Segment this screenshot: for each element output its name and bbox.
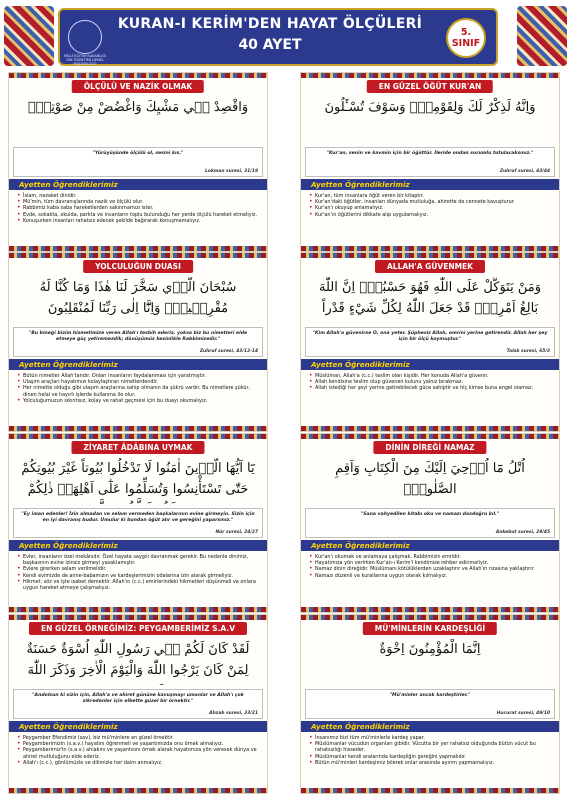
meaning-box: [13, 689, 263, 719]
card-title: ÖLÇÜLÜ VE NAZİK OLMAK: [72, 80, 204, 93]
list-item: • Peygamberimizin (s.a.v.) hayatını öğrenmeli ve yaşantımızda onu örnek almalıyız.: [23, 741, 259, 747]
page-subtitle: 40 AYET: [238, 37, 302, 53]
verse-meaning: "Yürüyüşünde ölçülü ol, sesini kıs.": [92, 151, 184, 156]
list-item: • Rabbimiz kaba saba hareketlerden sakınmamızı ister.: [23, 205, 259, 211]
verse-card: [8, 614, 268, 794]
learn-bar: [9, 359, 267, 370]
verse-source: Ankebut suresi, 29/45: [495, 530, 550, 535]
list-item: • Müslüman, Allah'a (c.c.) teslim olan kişidir. Her konuda Allah'a güvenir.: [315, 373, 551, 379]
verse-source: Zuhruf suresi, 43/44: [499, 169, 550, 174]
learn-bar: [9, 179, 267, 190]
ministry-logo-icon: [68, 20, 102, 54]
list-item: • Allah kendisine teslim olup güvenen kulunu yalnız bırakmaz.: [315, 379, 551, 385]
verse-card: [8, 72, 268, 252]
verse-meaning: "Ey iman edenler! İzin almadan ve selam vermeden başkalarının evine girmeyin. Sizin için en iyi davranış budur. Umulur ki bundan öğüt alır ve gereğini yaparsınız.": [21, 512, 255, 523]
verse-card: [8, 252, 268, 432]
list-item: • Yolculuğumuzun sıkıntısız, kolay ve rahat geçmesi için bu duayı okumalıyız.: [23, 398, 259, 404]
list-item: • Namaz dinin direğidir. Müslümanı kötülüklerden uzaklaştırır ve Allah'ın rızasına yaklaştırır.: [315, 566, 551, 572]
list-item: • Mü'min, tüm davranışlarında nazik ve ölçülü olur.: [23, 199, 259, 205]
learn-list: [309, 735, 551, 766]
learn-title: Ayetten Öğrendiklerimiz: [311, 541, 410, 550]
learn-list: [17, 193, 259, 224]
learn-bar: [301, 721, 559, 732]
learn-list: [309, 554, 551, 579]
meaning-box: [13, 147, 263, 177]
verse-meaning: "Bu bineği bizim hizmetimize veren Allah'ı tesbih ederiz, yoksa biz bu nimetleri elde etmeye güç yetiremezdik; dönüşümüz kesinlikle Rabbimizedir.": [28, 331, 248, 342]
verse-meaning: "Sana vahyedilen kitabı oku ve namazı dosdoğru kıl.": [360, 512, 500, 517]
card-title: EN GÜZEL ÖRNEĞİMİZ: PEYGAMBERİMİZ S.A.V: [29, 622, 247, 635]
logo-caption: MİLLÎ EĞİTİM BAKANLIĞI DİN ÖĞRETİMİ GENEL MÜDÜRLÜĞÜ: [63, 54, 107, 66]
arabic-verse: وَمَنْ يَتَوَكَّلْ عَلَى اللّٰهِ فَهُوَ حَسْبُهُۜ اِنَّ اللّٰهَ بَالِغُ اَمْرِه۪ۜ قَدْ جَعَلَ اللّٰهُ لِكُلِّ شَيْءٍ قَدْراً: [319, 280, 541, 316]
learn-list: [309, 373, 551, 392]
header-ornament-right: [517, 6, 567, 66]
verse-card: [8, 433, 268, 613]
learn-title: Ayetten Öğrendiklerimiz: [311, 360, 410, 369]
list-item: • Bütün nimetler Allah'tandır. Onları insanların faydalanması için yaratmıştır.: [23, 373, 259, 379]
arabic-verse: يَٓا اَيُّهَا الَّذ۪ينَ اٰمَنُوا لَا تَدْخُلُوا بُيُوتاً غَيْرَ بُيُوتِكُمْ حَتّٰى تَسْتَأْنِسُوا وَتُسَلِّمُوا عَلٰٓى اَهْلِهَاۜ ذٰلِكُمْ: [21, 461, 255, 497]
list-item: • Allah'ı (c.c.), gönlümüzle ve dilimizle her daim anmalıyız.: [23, 760, 259, 766]
learn-bar: [9, 540, 267, 551]
verse-source: Hucurat suresi, 49/10: [496, 711, 550, 716]
verse-card: [300, 72, 560, 252]
list-item: • Namazı düzenli ve kurallarına uygun olarak kılmalıyız.: [315, 573, 551, 579]
list-item: • Hikmet: söz ve işte isabet demektir. Allah'ın (c.c.) emirlerindeki hikmetleri düşünmeli ve onlara uygun hareket etmeye çalışmalıyız.: [23, 579, 259, 591]
verse-meaning: "Kur'an, senin ve kavmin için bir öğüttür. İleride ondan sorumlu tutulacaksınız.": [326, 151, 534, 156]
learn-bar: [9, 721, 267, 732]
arabic-verse: اِنَّمَا الْمُؤْمِنُونَ اِخْوَةٌ: [379, 642, 481, 657]
list-item: • İslam, nezaket dinidir.: [23, 193, 259, 199]
list-item: • Kendi evimizde de anne-babamızın ve kardeşlerimizin odalarına izin alarak girmeliyiz.: [23, 573, 259, 579]
verse-source: Talak suresi, 65/3: [506, 349, 550, 354]
verse-meaning: "Kim Allah'a güvenirse O, ona yeter. Şüphesiz Allah, emrini yerine getirendir. Allah her şey için bir ölçü koymuştur.": [312, 331, 548, 342]
list-item: • Konuşurken insanları rahatsız edecek şekilde bağırarak konuşmamalıyız.: [23, 218, 259, 224]
learn-list: [17, 373, 259, 404]
card-title: MÜ'MİNLERİN KARDEŞLİĞİ: [363, 622, 497, 635]
learn-list: [309, 193, 551, 218]
list-item: • Evler, insanların özel mekânıdır. Özel hayata saygılı davranmak gerekir. Bu nedenle dinimiz, başkasının evine izinsiz girmeyi yasaklamıştır.: [23, 554, 259, 566]
page-title: KURAN-I KERİM'DEN HAYAT ÖLÇÜLERİ: [117, 16, 423, 32]
list-item: • Kur'an'ı okuyup anlamalıyız.: [315, 205, 551, 211]
page-header: [58, 8, 498, 66]
meaning-box: [305, 327, 555, 357]
list-item: • Peygamber Efendimiz (sav), biz mü'minlere en güzel örnektir.: [23, 735, 259, 741]
meaning-box: [305, 147, 555, 177]
card-title: ZİYARET ÂDÂBINA UYMAK: [71, 441, 204, 454]
meaning-box: [305, 508, 555, 538]
meaning-box: [13, 508, 263, 538]
list-item: • Müslümanlar kendi aralarında kardeşliğin gereğini yapmalıdır.: [315, 754, 551, 760]
list-item: • Evlere girerken selam verilmelidir.: [23, 566, 259, 572]
list-item: • Her nimette olduğu gibi ulaşım araçlarına sahip olmanın da şükrü vardır. Bu nimetlere şükür, dinen helal ve hayırlı işlerde kullanma ile olur.: [23, 385, 259, 397]
card-title: YOLCULUĞUN DUASI: [83, 260, 193, 273]
list-item: • Kur'an'ı okumak ve anlamaya çalışmak, Rabbimizin emridir.: [315, 554, 551, 560]
verse-card: [300, 252, 560, 432]
learn-bar: [301, 359, 559, 370]
learn-title: Ayetten Öğrendiklerimiz: [19, 541, 118, 550]
verse-card: [300, 614, 560, 794]
card-title: EN GÜZEL ÖĞÜT KUR'AN: [367, 80, 493, 93]
arabic-verse: لَقَدْ كَانَ لَكُمْ ف۪ي رَسُولِ اللّٰهِ اُسْوَةٌ حَسَنَةٌ لِمَنْ كَانَ يَرْجُوا اللّٰهَ وَالْيَوْمَ الْاٰخِرَ وَذَكَرَ اللّٰهَ: [26, 642, 250, 678]
arabic-verse: وَاقْصِدْ ف۪ي مَشْيِكَ وَاغْضُضْ مِنْ صَوْتِكَۜ: [27, 100, 249, 115]
list-item: • İnsanımız bizi tüm mü'minlerle kardeş yapar.: [315, 735, 551, 741]
meaning-box: [305, 689, 555, 719]
learn-title: Ayetten Öğrendiklerimiz: [311, 722, 410, 731]
list-item: • Bütün mü'minleri kardeşimiz bilerek onlar arasında ayırım yapmamalıyız.: [315, 760, 551, 766]
learn-title: Ayetten Öğrendiklerimiz: [19, 180, 118, 189]
learn-list: [17, 554, 259, 591]
arabic-verse: اُتْلُ مَٓا اُو۫حِيَ اِلَيْكَ مِنَ الْكِتَابِ وَاَقِمِ الصَّلٰوةَۜ: [335, 461, 525, 497]
meaning-box: [13, 327, 263, 357]
header-ornament-left: [4, 6, 54, 66]
list-item: • Allah istediği her şeyi yerine getirebilecek güce sahiptir ve hiç kimse buna engel olamaz.: [315, 385, 551, 391]
list-item: • Kur'an'daki öğütler, insanları dünyada mutluluğa, ahirette de cennete kavuşturur.: [315, 199, 551, 205]
arabic-verse: سُبْحَانَ الَّذ۪ي سَخَّرَ لَنَا هٰذَا وَمَا كُنَّا لَهُ مُقْرِن۪ينَۙ وَاِنَّٓا اِلٰى رَبِّنَا لَمُنْقَلِبُونَ: [39, 280, 237, 316]
list-item: • Peygamberimiz'in (s.a.v.) ahlakını ve yaşantısını örnek alarak hayatımıza yön veresek dünya ve ahiret mutluluğunu elde ederiz.: [23, 747, 259, 759]
card-title: DİNİN DİREĞİ NAMAZ: [373, 441, 486, 454]
card-title: ALLAH'A GÜVENMEK: [375, 260, 485, 273]
verse-card: [300, 433, 560, 613]
list-item: • Evde, sokakta, okulda, parkta ve insanların toplu bulunduğu her yerde ölçülü hareket etmeliyiz.: [23, 212, 259, 218]
arabic-verse: وَاِنَّهُ لَذِكْرٌ لَكَ وَلِقَوْمِكَۚ وَسَوْفَ تُسْـَٔلُونَ: [324, 100, 536, 115]
list-item: • Kur'an, tüm insanlara öğüt veren bir kitaptır.: [315, 193, 551, 199]
verse-source: Ahzab suresi, 33/21: [209, 711, 258, 716]
list-item: • Müslümanlar vücudun organları gibidir. Vücutta bir yer rahatsız olduğunda bütün vücut bu rahatsızlığı hisseder.: [315, 741, 551, 753]
verse-meaning: "Andolsun ki sizin için, Allah'a ve ahiret gününe kavuşmayı umanlar ve Allah'ı çok zikredenler için elbette güzel bir örnektir.": [32, 693, 244, 704]
learn-title: Ayetten Öğrendiklerimiz: [19, 722, 118, 731]
list-item: • Kur'an'ın öğütlerini dikkate alıp uygulamalıyız.: [315, 212, 551, 218]
verse-meaning: "Mü'minler ancak kardeştirler.": [389, 693, 471, 698]
grade-badge: 5. SINIF: [446, 18, 486, 58]
list-item: • Hayatımıza yön verirken Kur'an-ı Kerim'i kendimize rehber edinmeliyiz.: [315, 560, 551, 566]
learn-title: Ayetten Öğrendiklerimiz: [19, 360, 118, 369]
learn-bar: [301, 179, 559, 190]
verse-source: Lokman suresi, 31/19: [205, 169, 258, 174]
learn-title: Ayetten Öğrendiklerimiz: [311, 180, 410, 189]
list-item: • Ulaşım araçları hayatımızı kolaylaştıran nimetlerdendir.: [23, 379, 259, 385]
verse-source: Zuhruf suresi, 43/13-14: [199, 349, 258, 354]
learn-bar: [301, 540, 559, 551]
learn-list: [17, 735, 259, 766]
verse-source: Nûr suresi, 24/27: [215, 530, 258, 535]
